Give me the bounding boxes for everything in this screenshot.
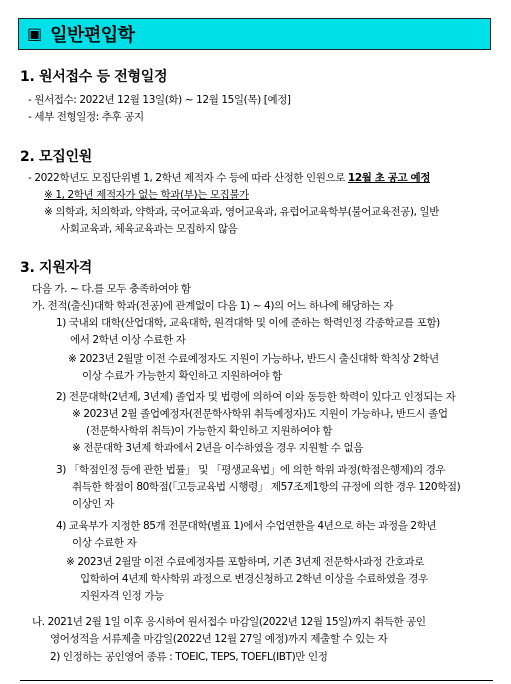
s2-note-1: ※ 1, 2학년 제적자가 없는 학과(부)는 모집불가 — [44, 189, 249, 201]
s3-item-na-2: 2) 인정하는 공인영어 종류 : TOEIC, TEPS, TOEFL(IBT)만 인정 — [50, 651, 328, 663]
s3-sub-4-note-cont: 입학하여 4년제 학사학위 과정으로 변경신청하고 2학년 이상을 수료하였을 경우 — [80, 573, 428, 585]
s3-sub-3-cont-2: 이상인 자 — [72, 498, 114, 510]
s3-sub-2: 2) 전문대학(2년제, 3년제) 졸업자 및 법령에 의하여 이와 동등한 학력이 있다고 인정되는 자 — [56, 391, 456, 403]
s3-sub-1-note: ※ 2023년 2월말 이전 수료예정자도 지원이 가능하나, 반드시 출신대학 학칙상 2학년 — [68, 353, 439, 365]
s3-line-1: 다음 가. ~ 다.를 모두 충족하여야 함 — [32, 283, 191, 295]
s3-sub-4-cont: 이상 수료한 자 — [72, 537, 137, 549]
bottom-divider — [20, 680, 493, 681]
s2-line-1-text: - 2022학년도 모집단위별 1, 2학년 제적자 수 등에 따라 산정한 인원으로 — [28, 172, 345, 184]
s3-sub-3: 3) 「학점인정 등에 관한 법률」 및 「평생교육법」에 의한 학위 과정(학점은행제)의 경우 — [56, 464, 446, 476]
banner-title: 일반편입학 — [50, 25, 135, 46]
s2-note-2: ※ 의학과, 치의학과, 약학과, 국어교육과, 영어교육과, 유럽어교육학부(불어교육전공), 일반 — [44, 206, 439, 218]
s2-announce-date: 12월 초 공고 예정 — [347, 172, 430, 184]
s3-item-na: 나. 2021년 2월 1일 이후 응시하여 원서접수 마감일(2022년 12월 15일)까지 취득한 공인 — [32, 616, 426, 628]
s3-item-ga: 가. 전적(출신)대학 학과(전공)에 관계없이 다음 1) ~ 4)의 어느 하나에 해당하는 자 — [32, 300, 393, 312]
s3-sub-1-note-cont: 이상 수료가 가능한지 확인하고 지원하여야 함 — [82, 370, 282, 382]
s3-sub-2-note-2: ※ 전문대학 3년제 학과에서 2년을 이수하였을 경우 지원할 수 없음 — [72, 442, 363, 454]
s1-line-1: - 원서접수: 2022년 12월 13일(화) ~ 12월 15일(목) [예정] — [28, 94, 291, 106]
s3-sub-3-cont: 취득한 학점이 80학점(「고등교육법 시행령」 제57조제1항의 규정에 의한 경우 120학점) — [72, 481, 461, 493]
section-1-heading: 1. 원서접수 등 전형일정 — [20, 69, 168, 85]
square-icon: ▣ — [27, 24, 43, 43]
s3-sub-2-note: ※ 2023년 2월 졸업예정자(전문학사학위 취득예정자)도 지원이 가능하나, 반드시 졸업 — [72, 408, 448, 420]
s3-sub-4-note-cont-2: 지원자격 인정 가능 — [80, 590, 164, 602]
section-3-heading: 3. 지원자격 — [20, 260, 92, 276]
s3-sub-1-cont: 에서 2학년 이상 수료한 자 — [70, 334, 186, 346]
s2-note-2-cont: 사회교육과, 체육교육과는 모집하지 않음 — [60, 223, 238, 235]
section-banner — [18, 18, 491, 50]
s3-sub-4: 4) 교육부가 지정한 85개 전문대학(별표 1)에서 수업연한을 4년으로 하는 과정을 2학년 — [56, 520, 437, 532]
s3-item-na-cont: 영어성적을 서류제출 마감일(2022년 12월 27일 예정)까지 제출할 수 있는 자 — [50, 633, 388, 645]
section-2-heading: 2. 모집인원 — [20, 149, 92, 165]
s2-line-1 — [28, 171, 430, 185]
s3-sub-4-note: ※ 2023년 2월말 이전 수료예정자를 포함하며, 기존 3년제 전문학사과정 간호과로 — [66, 556, 425, 568]
s3-sub-2-note-cont: (전문학사학위 취득)이 가능한지 확인하고 지원하여야 함 — [86, 425, 333, 437]
s1-line-2: - 세부 전형일정: 추후 공지 — [28, 111, 144, 123]
s3-sub-1: 1) 국내외 대학(산업대학, 교육대학, 원격대학 및 이에 준하는 학력인정 각종학교를 포함) — [56, 317, 440, 329]
